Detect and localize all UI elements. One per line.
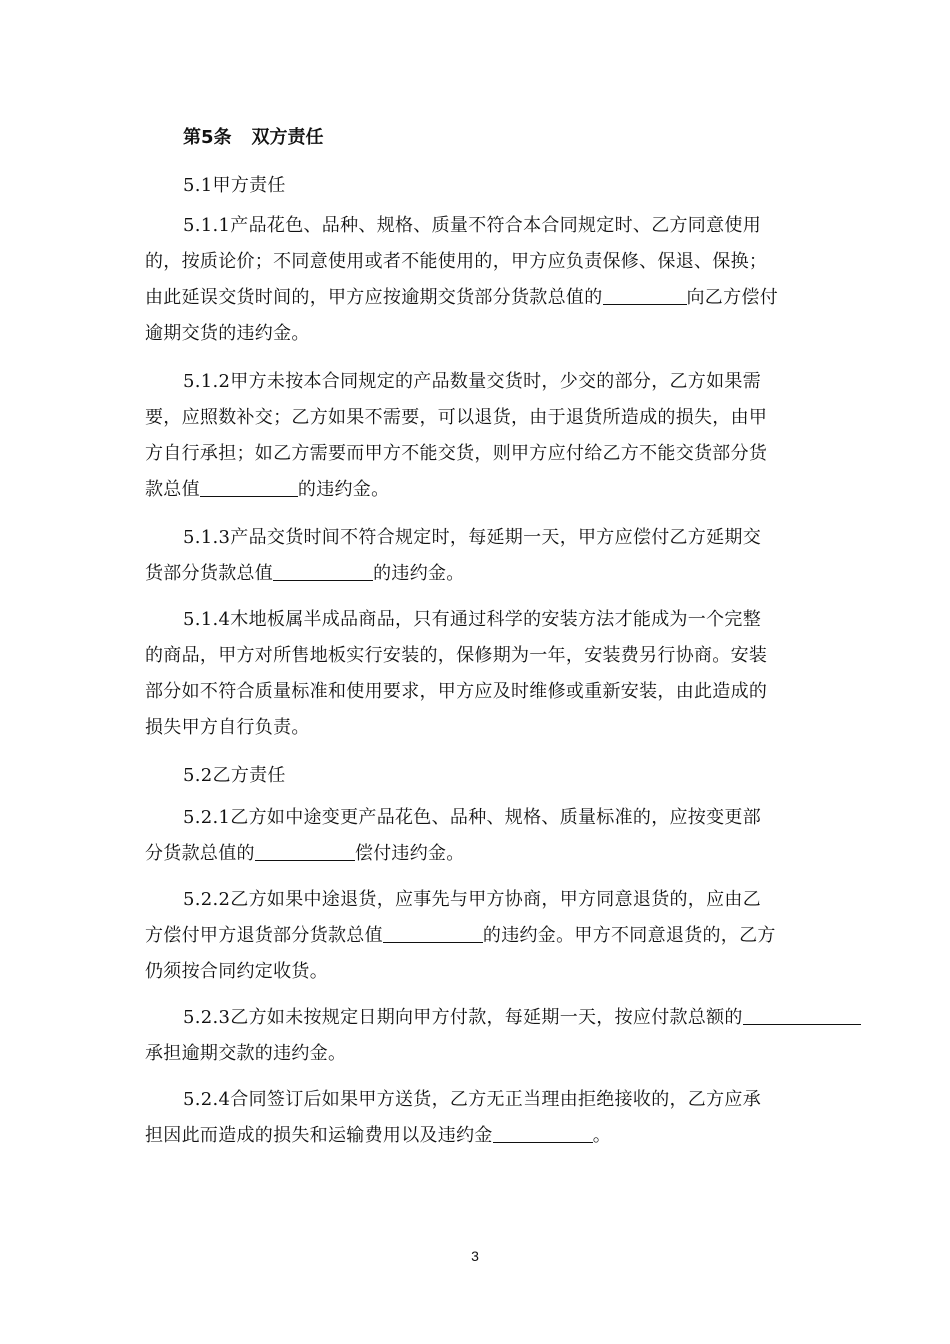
- fill-in-blank[interactable]: [383, 924, 483, 943]
- clause-5-1-4-line-3: 部分如不符合质量标准和使用要求，甲方应及时维修或重新安装，由此造成的: [145, 681, 768, 702]
- clause-5-2-4-line-1: 5.2.4合同签订后如果甲方送货，乙方无正当理由拒绝接收的，乙方应承: [183, 1089, 761, 1110]
- clause-5-1-2-line-4: 款总值 的违约金。: [145, 479, 390, 500]
- fill-in-blank[interactable]: [493, 1124, 593, 1143]
- clause-5-1-2-line-2: 要，应照数补交；乙方如果不需要，可以退货，由于退货所造成的损失，由甲: [145, 407, 768, 428]
- article-number: 第5条: [183, 127, 232, 148]
- article-heading: [183, 126, 324, 150]
- clause-5-1-4-line-4: 损失甲方自行负责。: [145, 717, 310, 738]
- clause-5-1-1-line-4: 逾期交货的违约金。: [145, 323, 310, 344]
- clause-5-2-1-line-2: 分货款总值的 偿付违约金。: [145, 843, 465, 864]
- article-title: 双方责任: [251, 127, 324, 148]
- clause-5-2-3-line-2: 承担逾期交款的违约金。: [145, 1043, 347, 1064]
- clause-5-2-3-line-1: 5.2.3乙方如未按规定日期向甲方付款，每延期一天，按应付款总额的: [183, 1006, 861, 1030]
- page-number: 3: [471, 1248, 479, 1264]
- clause-5-2-2-line-1: 5.2.2乙方如果中途退货，应事先与甲方协商，甲方同意退货的，应由乙: [183, 889, 761, 910]
- fill-in-blank[interactable]: [743, 1006, 861, 1025]
- section-5-2-title: 5.2乙方责任: [183, 765, 286, 786]
- fill-in-blank[interactable]: [255, 842, 355, 861]
- clause-5-1-3-line-2: 货部分货款总值 的违约金。: [145, 563, 465, 584]
- section-5-1-title: 5.1甲方责任: [183, 175, 286, 196]
- clause-5-1-1-line-3: 由此延误交货时间的，甲方应按逾期交货部分货款总值的 向乙方偿付: [145, 287, 778, 308]
- clause-5-2-1-line-1: 5.2.1乙方如中途变更产品花色、品种、规格、质量标准的，应按变更部: [183, 807, 761, 828]
- clause-5-1-3-line-1: 5.1.3产品交货时间不符合规定时，每延期一天，甲方应偿付乙方延期交: [183, 527, 761, 548]
- fill-in-blank[interactable]: [603, 286, 687, 305]
- clause-5-1-1-line-2: 的，按质论价；不同意使用或者不能使用的，甲方应负责保修、保退、保换；: [145, 251, 768, 272]
- clause-5-1-2-line-1: 5.1.2甲方未按本合同规定的产品数量交货时，少交的部分，乙方如果需: [183, 371, 761, 392]
- clause-5-2-2-line-3: 仍须按合同约定收货。: [145, 961, 328, 982]
- clause-5-2-4-line-2: 担因此而造成的损失和运输费用以及违约金 。: [145, 1125, 612, 1146]
- clause-5-1-4-line-2: 的商品，甲方对所售地板实行安装的，保修期为一年，安装费另行协商。安装: [145, 645, 768, 666]
- fill-in-blank[interactable]: [273, 562, 373, 581]
- clause-5-1-1-line-1: 5.1.1产品花色、品种、规格、质量不符合本合同规定时、乙方同意使用: [183, 215, 761, 236]
- clause-5-2-2-line-2: 方偿付甲方退货部分货款总值 的违约金。甲方不同意退货的，乙方: [145, 925, 776, 946]
- clause-5-1-4-line-1: 5.1.4木地板属半成品商品，只有通过科学的安装方法才能成为一个完整: [183, 609, 761, 630]
- clause-5-1-2-line-3: 方自行承担；如乙方需要而甲方不能交货，则甲方应付给乙方不能交货部分货: [145, 443, 768, 464]
- fill-in-blank[interactable]: [200, 478, 298, 497]
